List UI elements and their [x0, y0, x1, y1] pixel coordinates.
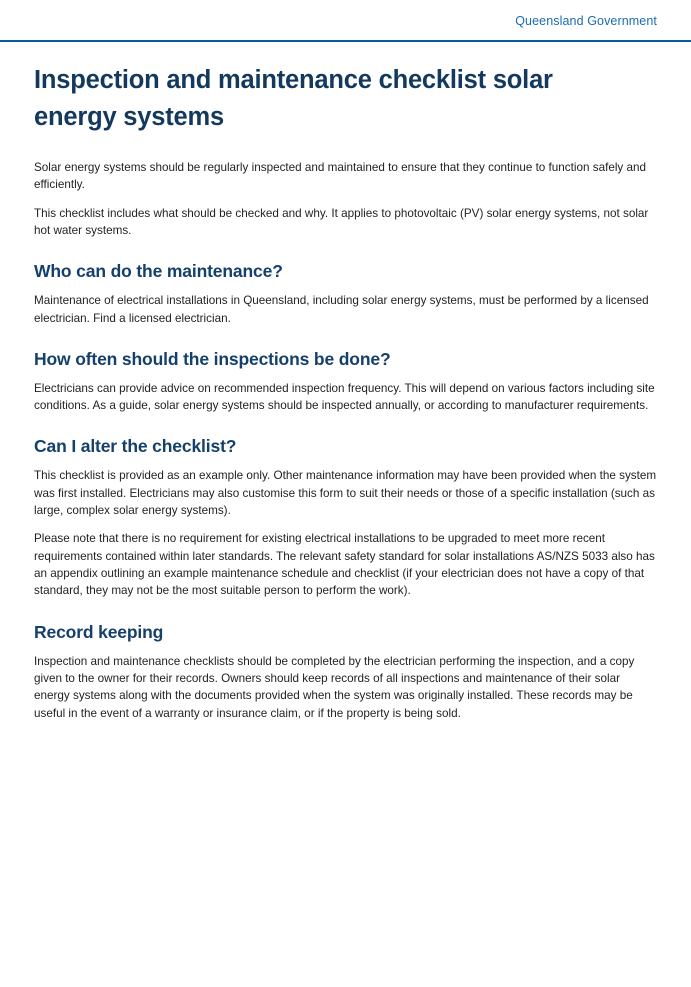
queensland-government-logo	[489, 921, 657, 977]
page-title: Inspection and maintenance checklist solar energy systems	[34, 66, 553, 131]
document-content	[0, 62, 691, 722]
intro-paragraph: This checklist includes what should be checked and why. It applies to photovoltaic (PV) solar energy systems, not solar hot water systems.	[34, 206, 649, 237]
section-paragraph: Maintenance of electrical installations in Queensland, including solar energy systems, must be performed by a licensed electrician. Find a licensed electrician.	[34, 294, 649, 325]
footer-divider	[475, 924, 476, 974]
page-footer	[0, 910, 691, 987]
section-heading: Who can do the maintenance?	[34, 261, 283, 282]
delivering-for-queensland-logo	[335, 931, 462, 966]
gov-logo-line-2: Government	[551, 947, 654, 969]
section-heading: Can I alter the checklist?	[34, 436, 237, 457]
gov-logo-line-1: Queensland	[551, 927, 657, 949]
section-paragraph: This checklist is provided as an example only. Other maintenance information may have been provided when the system was first installed. Electricians may also customise this form to suit their needs or those of a specific installation (such as large, complex solar energy systems).	[34, 469, 657, 518]
queensland-government-wordmark	[551, 928, 657, 968]
delivering-wordmark	[335, 931, 442, 950]
delivering-word-text: ELIVERING	[348, 929, 443, 951]
section-record-keeping	[34, 622, 657, 722]
delivering-tagline: FOR QUEENSLAND	[335, 950, 459, 966]
header-brand-label: Queensland Government	[515, 14, 657, 28]
queensland-coat-of-arms-icon	[489, 921, 543, 977]
intro-block	[34, 159, 657, 239]
page-header	[0, 0, 691, 42]
footer-logos	[335, 921, 657, 977]
section-who-can-do-the-maintenance	[34, 261, 657, 327]
section-paragraph: Electricians can provide advice on recommended inspection frequency. This will depend on various factors including site conditions. As a guide, solar energy systems should be inspected annually, or according to manufacturer requirements.	[34, 381, 655, 413]
section-can-i-alter-the-checklist	[34, 436, 657, 599]
section-paragraph: Please note that there is no requirement for existing electrical installations to be upgraded to meet more recent requirements contained within later standards. The relevant safety standard for solar installations AS/NZS 5033 also has an appendix outlining an example maintenance schedule and checklist (if your electrician does not have a copy of that standard, they may not be the most suitable person to perform the work).	[34, 532, 655, 598]
intro-paragraph: Solar energy systems should be regularly inspected and maintained to ensure that they continue to function safely and efficiently.	[34, 160, 647, 192]
section-heading: Record keeping	[34, 621, 164, 642]
delivering-arrow-d-icon	[334, 932, 349, 949]
section-heading: How often should the inspections be done?	[34, 348, 391, 369]
section-paragraph: Inspection and maintenance checklists should be completed by the electrician performing the inspection, and a copy given to the owner for their records. Owners should keep records of all inspections and maintenance of their solar energy systems along with the documents provided when the system was originally installed. These records may be useful in the event of a warranty or insurance claim, or if the property is being sold.	[34, 654, 635, 720]
section-how-often-should-the-inspections-be-done	[34, 349, 657, 415]
